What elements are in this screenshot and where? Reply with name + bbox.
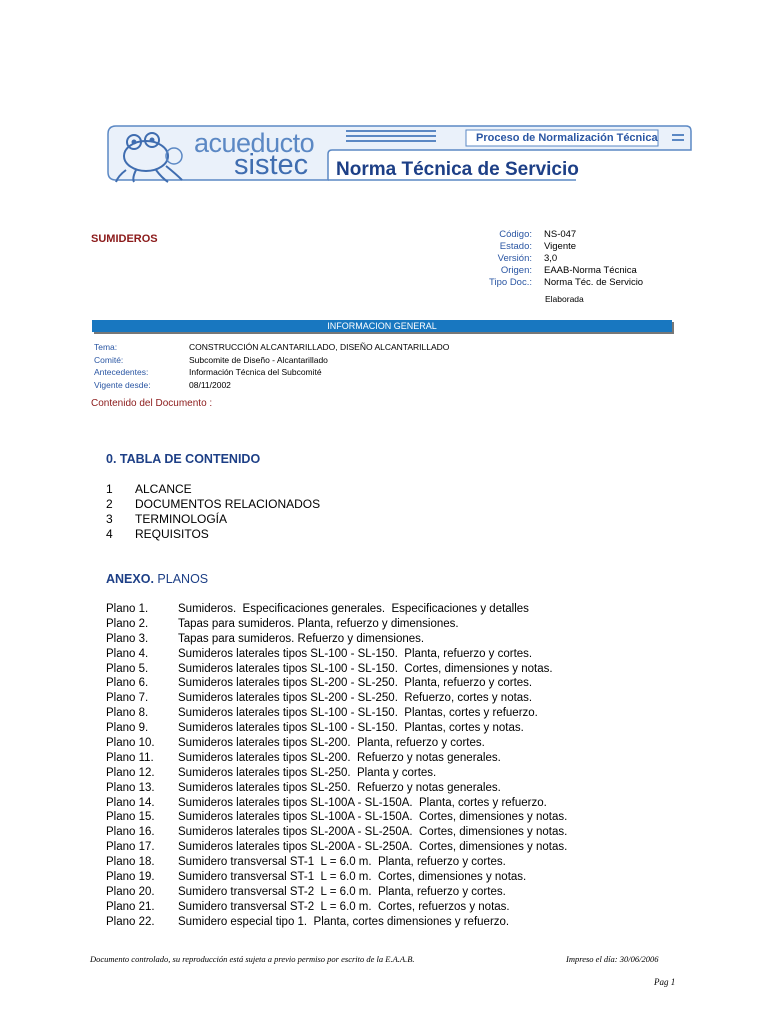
plano-label: Plano 5. — [106, 662, 149, 675]
toc-title: 0. TABLA DE CONTENIDO — [106, 452, 261, 466]
toc-number: 1 — [106, 482, 113, 496]
plano-text: Sumideros laterales tipos SL-200. Refuerzo y notas generales. — [178, 751, 501, 764]
plano-text: Sumideros laterales tipos SL-200A - SL-250A. Cortes, dimensiones y notas. — [178, 826, 568, 839]
meta-value: 3,0 — [544, 253, 558, 264]
header-banner — [106, 124, 692, 186]
meta-row-origen — [470, 265, 643, 277]
toc-item — [106, 512, 320, 527]
plano-label: Plano 22. — [106, 915, 155, 928]
contenido-label: Contenido del Documento : — [91, 398, 213, 409]
plano-text: Sumidero transversal ST-1 L = 6.0 m. Planta, refuerzo y cortes. — [178, 856, 506, 869]
logo-word-sistec: sistec — [234, 149, 309, 181]
plano-item — [106, 915, 567, 930]
info-value: CONSTRUCCIÓN ALCANTARILLADO, DISEÑO ALCANTARILLADO — [189, 342, 450, 352]
toc-item — [106, 482, 320, 497]
plano-text: Sumideros laterales tipos SL-250. Planta y cortes. — [178, 766, 437, 779]
anexo-heading — [106, 572, 208, 586]
plano-item — [106, 810, 567, 825]
plano-item — [106, 855, 567, 870]
plano-text: Sumidero transversal ST-1 L = 6.0 m. Cortes, dimensiones y notas. — [178, 871, 527, 884]
document-title: SUMIDEROS — [91, 233, 158, 245]
frog-logo-icon — [112, 126, 188, 184]
meta-key: Tipo Doc.: — [489, 277, 532, 288]
info-row-tema — [94, 341, 449, 354]
info-general-bar: INFORMACION GENERAL — [92, 320, 672, 332]
plano-label: Plano 15. — [106, 811, 155, 824]
plano-item — [106, 647, 567, 662]
toc-label: ALCANCE — [135, 482, 192, 496]
footer-disclaimer: Documento controlado, su reproducción está sujeta a previo permiso por escrito de la E.A.A.B. — [90, 954, 415, 964]
toc-label: DOCUMENTOS RELACIONADOS — [135, 497, 321, 511]
meta-key: Código: — [499, 229, 532, 240]
plano-label: Plano 21. — [106, 900, 155, 913]
toc-item — [106, 497, 320, 512]
plano-text: Tapas para sumideros. Planta, refuerzo y dimensiones. — [178, 617, 459, 630]
plano-label: Plano 20. — [106, 885, 155, 898]
anexo-label: ANEXO. — [106, 572, 154, 586]
page-number: Pag 1 — [654, 977, 676, 987]
plano-text: Sumideros laterales tipos SL-250. Refuerzo y notas generales. — [178, 781, 501, 794]
meta-key: Origen: — [500, 265, 532, 276]
plano-item — [106, 691, 567, 706]
meta-value: Vigente — [544, 241, 577, 252]
plano-text: Sumideros laterales tipos SL-200A - SL-250A. Cortes, dimensiones y notas. — [178, 841, 568, 854]
plano-item — [106, 796, 567, 811]
plano-item — [106, 781, 567, 796]
plano-item — [106, 706, 567, 721]
plano-label: Plano 9. — [106, 722, 149, 735]
plano-item — [106, 662, 567, 677]
meta-key: Versión: — [497, 253, 532, 264]
plano-text: Sumideros laterales tipos SL-200 - SL-250. Planta, refuerzo y cortes. — [178, 677, 533, 690]
plano-item — [106, 721, 567, 736]
meta-row-tipo-doc — [470, 277, 643, 289]
plano-text: Sumideros laterales tipos SL-100 - SL-150. Cortes, dimensiones y notas. — [178, 662, 553, 675]
plano-text: Sumideros laterales tipos SL-100A - SL-150A. Cortes, dimensiones y notas. — [178, 811, 568, 824]
norma-title: Norma Técnica de Servicio — [336, 159, 579, 180]
plano-item — [106, 617, 567, 632]
plano-item — [106, 632, 567, 647]
plano-label: Plano 12. — [106, 766, 155, 779]
info-row-comite — [94, 354, 449, 367]
meta-status-elaborada: Elaborada — [545, 294, 584, 304]
meta-value: Norma Téc. de Servicio — [544, 277, 644, 288]
process-label: Proceso de Normalización Técnica — [476, 132, 658, 144]
plano-text: Sumidero transversal ST-2 L = 6.0 m. Cortes, refuerzos y notas. — [178, 900, 510, 913]
meta-key: Estado: — [499, 241, 532, 252]
info-key: Vigente desde: — [94, 379, 151, 390]
plano-item — [106, 602, 567, 617]
plano-item — [106, 736, 567, 751]
plano-item — [106, 900, 567, 915]
plano-label: Plano 13. — [106, 781, 155, 794]
plano-label: Plano 1. — [106, 603, 149, 615]
info-value: Subcomite de Diseño - Alcantarillado — [189, 354, 328, 365]
plano-item — [106, 751, 567, 766]
toc-item — [106, 527, 320, 542]
anexo-text: PLANOS — [153, 572, 209, 586]
plano-text: Sumideros laterales tipos SL-100 - SL-150. Plantas, cortes y refuerzo. — [178, 707, 538, 720]
toc-number: 4 — [106, 527, 113, 541]
plano-text: Sumidero transversal ST-2 L = 6.0 m. Planta, refuerzo y cortes. — [178, 885, 506, 898]
plano-text: Sumideros laterales tipos SL-100 - SL-150. Planta, refuerzo y cortes. — [178, 647, 533, 660]
info-row-vigente — [94, 379, 449, 392]
logo-word-acueducto: acueducto — [194, 128, 315, 158]
plano-text: Tapas para sumideros. Refuerzo y dimensiones. — [178, 632, 425, 645]
meta-row-codigo — [470, 229, 643, 241]
toc-number: 3 — [106, 512, 113, 526]
info-value: 08/11/2002 — [189, 379, 231, 390]
plano-label: Plano 18. — [106, 856, 155, 869]
plano-text: Sumideros laterales tipos SL-100 - SL-150. Plantas, cortes y notas. — [178, 722, 524, 735]
plano-label: Plano 7. — [106, 692, 149, 705]
meta-row-version — [470, 253, 643, 265]
plano-label: Plano 2. — [106, 617, 149, 630]
info-key: Antecedentes: — [94, 367, 149, 377]
planos-list — [106, 602, 567, 930]
footer-print-date: Impreso el día: 30/06/2006 — [566, 954, 659, 964]
info-row-antecedentes — [94, 366, 449, 379]
plano-item — [106, 870, 567, 885]
plano-item — [106, 885, 567, 900]
plano-text: Sumideros laterales tipos SL-200. Planta, refuerzo y cortes. — [178, 737, 485, 750]
plano-label: Plano 17. — [106, 841, 155, 854]
plano-label: Plano 3. — [106, 632, 149, 645]
plano-label: Plano 11. — [106, 751, 154, 764]
toc-list — [106, 482, 320, 542]
info-general-block — [94, 341, 449, 391]
plano-label: Plano 16. — [106, 826, 155, 839]
meta-row-estado — [470, 241, 643, 253]
meta-block — [470, 229, 643, 289]
info-key: Comité: — [94, 354, 124, 365]
toc-number: 2 — [106, 497, 113, 511]
plano-label: Plano 19. — [106, 871, 155, 884]
plano-text: Sumideros. Especificaciones generales. Especificaciones y detalles — [178, 603, 529, 615]
plano-label: Plano 4. — [106, 647, 149, 660]
plano-item — [106, 766, 567, 781]
plano-text: Sumideros laterales tipos SL-100A - SL-150A. Planta, cortes y refuerzo. — [178, 796, 547, 809]
info-value: Información Técnica del Subcomité — [189, 367, 322, 377]
toc-label: TERMINOLOGÍA — [135, 512, 228, 526]
plano-text: Sumidero especial tipo 1. Planta, cortes dimensiones y refuerzo. — [178, 915, 510, 928]
info-key: Tema: — [94, 342, 118, 352]
plano-item — [106, 825, 567, 840]
plano-label: Plano 8. — [106, 707, 149, 720]
plano-item — [106, 676, 567, 691]
meta-value: EAAB-Norma Técnica — [544, 265, 637, 276]
plano-label: Plano 6. — [106, 677, 149, 690]
plano-text: Sumideros laterales tipos SL-200 - SL-250. Refuerzo, cortes y notas. — [178, 692, 533, 705]
plano-label: Plano 14. — [106, 796, 155, 809]
meta-value: NS-047 — [544, 229, 577, 240]
plano-item — [106, 840, 567, 855]
toc-label: REQUISITOS — [135, 527, 209, 541]
plano-label: Plano 10. — [106, 737, 155, 750]
